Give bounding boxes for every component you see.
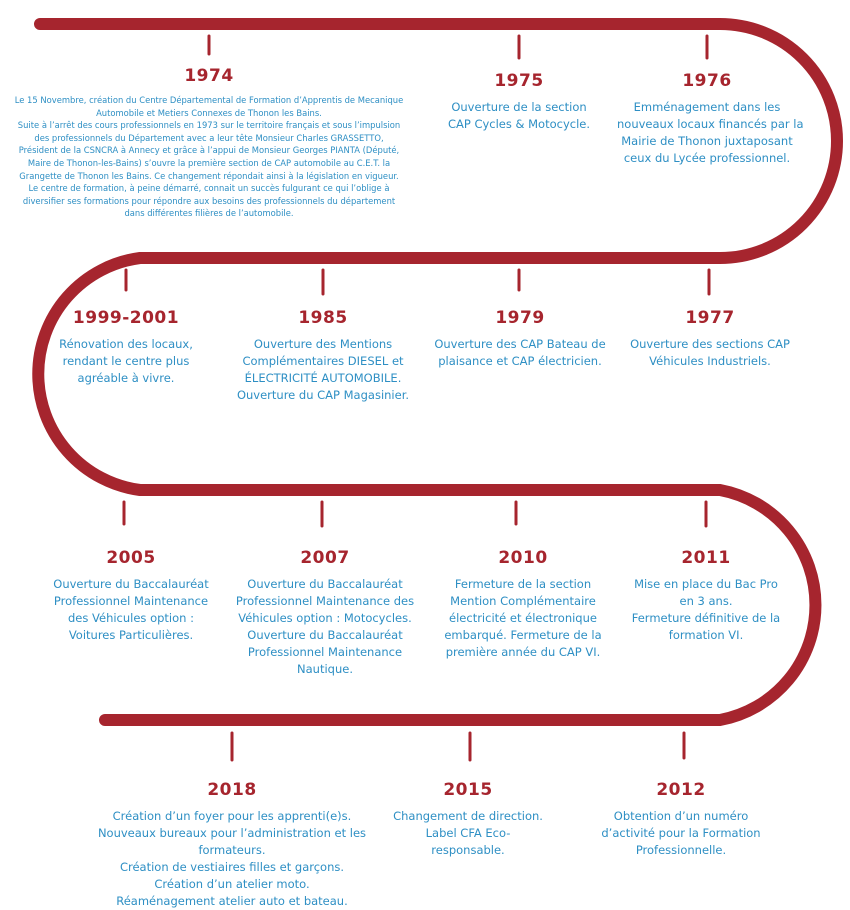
description-line: formateurs. [198,843,266,857]
event-2005 [40,548,222,644]
description-line: Nouveaux bureaux pour l’administration et les [97,826,367,840]
description-line: Président de la CSNCRA à Annecy et grâce à l’appui de Monsieur Georges PIANTA (Député, [18,145,400,156]
description-line: première année du CAP VI. [445,645,601,659]
event-2015 [378,780,558,859]
description-line: en 3 ans. [679,594,733,608]
description-line: ceux du Lycée professionnel. [623,151,791,165]
event-year: 1976 [682,71,732,91]
description-line: Mise en place du Bac Pro [634,577,778,591]
event-year: 1977 [685,308,735,328]
description-line: Ouverture de la section [451,100,587,114]
description-line: Maire de Thonon-les-Bains) s’ouvre la première section de CAP automobile au C.E.T. la [27,157,391,168]
description-line: responsable. [431,843,505,857]
description-line: Mairie de Thonon juxtaposant [621,134,793,148]
event-description [92,808,372,910]
description-line: Création d’un foyer pour les apprenti(e)s. [112,809,352,823]
description-line: des Véhicules option : [68,611,194,625]
description-line: Création d’un atelier moto. [154,877,310,891]
description-line: Grangette de Thonon les Bains. Ce changement répondait ainsi à la législation en vigueur. [19,170,399,181]
event-description [378,808,558,859]
event-2011 [616,548,796,644]
event-description [231,336,415,404]
description-line: CAP Cycles & Motocycle. [447,117,591,131]
event-description [40,576,222,644]
event-year: 2010 [498,548,548,568]
event-year: 2015 [443,780,493,800]
description-line: Professionnel Maintenance des [235,594,415,608]
description-line: Obtention d’un numéro [613,809,749,823]
event-year: 2011 [681,548,731,568]
description-line: d’activité pour la Formation [601,826,761,840]
event-year: 2005 [106,548,156,568]
event-1999-2001 [46,308,206,387]
event-year: 1975 [494,71,544,91]
description-line: Ouverture du Baccalauréat [247,628,403,642]
description-line: Label CFA Eco- [425,826,511,840]
event-description [425,336,615,370]
description-line: Suite à l’arrêt des cours professionnels en 1973 sur le territoire français et sous l’impulsion [17,120,401,131]
description-line: Réaménagement atelier auto et bateau. [116,894,348,908]
description-line: Emménagement dans les [633,100,781,114]
event-1977 [620,308,800,370]
description-line: Ouverture du CAP Magasinier. [236,388,410,402]
event-description [591,808,771,859]
description-line: dans différentes filières de l’automobile. [124,208,294,219]
description-line: plaisance et CAP électricien. [438,354,602,368]
description-line: Professionnel Maintenance [53,594,209,608]
description-line: Complémentaires DIESEL et [242,354,404,368]
event-description [419,99,619,133]
description-line: formation VI. [668,628,744,642]
description-line: Professionnel Maintenance [247,645,403,659]
event-1976 [617,71,804,167]
description-line: Création de vestiaires filles et garçons. [119,860,345,874]
description-line: Véhicules Industriels. [649,354,771,368]
description-line: embarqué. Fermeture de la [444,628,602,642]
event-2018 [92,780,372,910]
description-line: Véhicules option : Motocycles. [238,611,412,625]
event-year: 2007 [300,548,350,568]
event-description [46,336,206,387]
event-description [620,336,800,370]
description-line: Automobile et Metiers Connexes de Thonon les Bains. [96,107,322,118]
description-line: ÉLECTRICITÉ AUTOMOBILE. [244,371,402,385]
description-line: Ouverture des sections CAP [630,337,790,351]
event-1979 [425,308,615,370]
event-1975 [419,71,619,133]
description-line: diversifier ses formations pour répondre aux besoins des professionnels du département [22,195,396,206]
description-line: agréable à vivre. [77,371,175,385]
event-description [228,576,422,678]
description-line: Ouverture du Baccalauréat [247,577,403,591]
event-year: 2018 [207,780,257,800]
event-description [427,576,619,661]
event-year: 2012 [656,780,706,800]
description-line: Fermeture de la section [454,577,592,591]
event-year: 1999-2001 [72,308,180,328]
description-line: Rénovation des locaux, [59,337,193,351]
event-year: 1979 [495,308,545,328]
description-line: des professionnels du Département avec a leur tête Monsieur Charles GRASSETTO, [34,132,384,143]
description-line: Ouverture du Baccalauréat [53,577,209,591]
description-line: rendant le centre plus [62,354,190,368]
description-line: nouveaux locaux financés par la [617,117,804,131]
event-year: 1985 [298,308,348,328]
event-2012 [591,780,771,859]
description-line: Fermeture définitive de la [631,611,781,625]
event-description [0,94,418,220]
description-line: électricité et électronique [449,611,597,625]
description-line: Nautique. [297,662,353,676]
description-line: Ouverture des CAP Bateau de [434,337,606,351]
event-1974 [0,66,418,220]
event-2010 [427,548,619,661]
event-year: 1974 [184,66,234,86]
description-line: Voitures Particulières. [68,628,194,642]
description-line: Le 15 Novembre, création du Centre Départemental de Formation d’Apprentis de Mecanique [14,95,404,105]
event-description [616,576,796,644]
event-1985 [231,308,415,404]
description-line: Ouverture des Mentions [253,337,393,351]
description-line: Mention Complémentaire [450,594,596,608]
event-2007 [228,548,422,678]
event-description [617,99,804,167]
description-line: Changement de direction. [393,809,543,823]
description-line: Le centre de formation, à peine démarré, connait un succès fulgurant ce qui l’oblige à [28,183,390,194]
description-line: Professionnelle. [635,843,727,857]
